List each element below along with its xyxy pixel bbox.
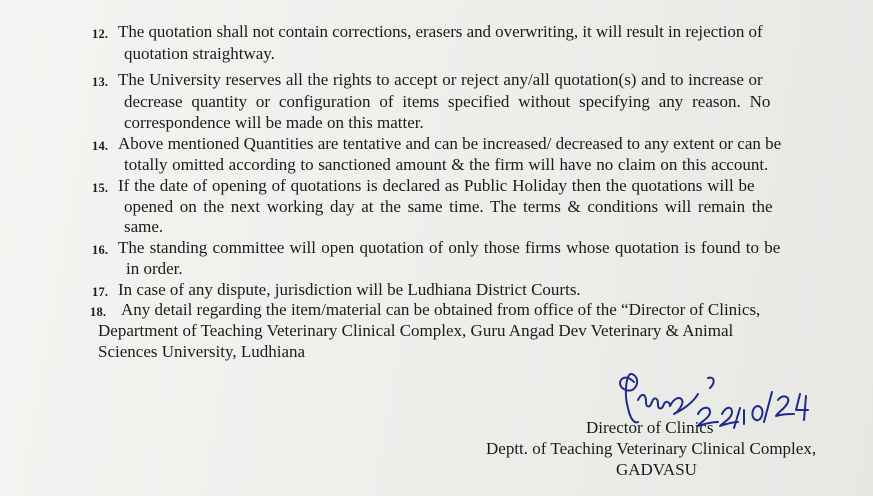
- clause-line: opened on the next working day at the same time. The terms & conditions will remain the: [124, 197, 773, 216]
- clause-line: same.: [124, 217, 164, 236]
- clause-line: totally omitted according to sanctioned amount & the firm will have no claim on this account.: [124, 155, 769, 174]
- clause-number: 17.: [92, 285, 109, 299]
- clause-line: The quotation shall not contain corrections, erasers and overwriting, it will result in rejection of: [118, 22, 763, 41]
- handwritten-signature: [612, 364, 822, 444]
- clause-line: The University reserves all the rights to accept or reject any/all quotation(s) and to increase or: [118, 70, 763, 89]
- clause-number: 15.: [92, 181, 109, 195]
- clause-number: 18.: [90, 305, 107, 319]
- clause-line: Department of Teaching Veterinary Clinical Complex, Guru Angad Dev Veterinary & Animal: [98, 321, 734, 340]
- clause-line: quotation straightway.: [124, 44, 275, 63]
- clause-line: The standing committee will open quotation of only those firms whose quotation is found to be: [118, 238, 781, 257]
- clause-number: 12.: [92, 27, 109, 41]
- clause-line: Any detail regarding the item/material can be obtained from office of the “Director of Clinics,: [121, 300, 761, 319]
- signatory-designation: Director of Clinics: [586, 418, 714, 437]
- clause-line: In case of any dispute, jurisdiction will be Ludhiana District Courts.: [118, 280, 581, 299]
- clause-line: correspondence will be made on this matter.: [124, 113, 424, 132]
- clause-number: 16.: [92, 243, 109, 257]
- clause-line: If the date of opening of quotations is declared as Public Holiday then the quotations will be: [118, 176, 755, 195]
- clause-line: Sciences University, Ludhiana: [98, 342, 306, 361]
- clause-number: 13.: [92, 75, 109, 89]
- signatory-department: Deptt. of Teaching Veterinary Clinical Complex,: [486, 439, 817, 458]
- signatory-institution: GADVASU: [616, 460, 697, 479]
- clause-line: in order.: [126, 259, 183, 278]
- clause-line: decrease quantity or configuration of items specified without specifying any reason. No: [124, 92, 771, 111]
- clause-line: Above mentioned Quantities are tentative and can be increased/ decreased to any extent or can be: [118, 134, 782, 153]
- clause-number: 14.: [92, 139, 109, 153]
